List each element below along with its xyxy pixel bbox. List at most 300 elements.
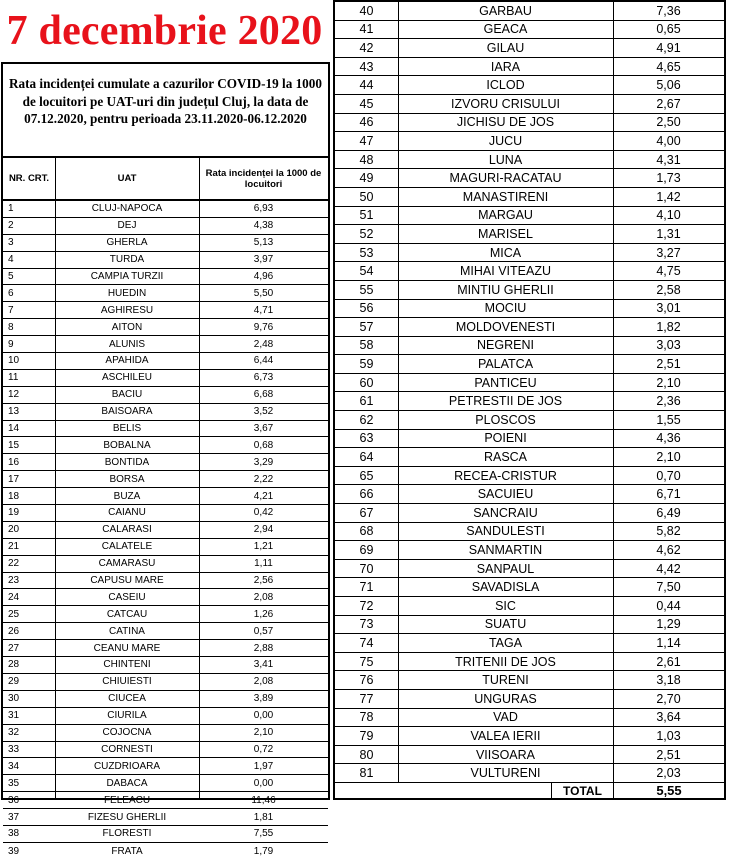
- row-number: 61: [359, 394, 374, 409]
- table-row: [335, 616, 724, 635]
- column-divider: [199, 158, 200, 199]
- row-rate: 1,14: [656, 635, 681, 650]
- table-row: [335, 76, 724, 95]
- row-rate: 1,03: [656, 728, 681, 743]
- row-uat: BAISOARA: [101, 406, 153, 418]
- row-number: 63: [359, 431, 374, 446]
- table-row: [3, 454, 328, 471]
- table-row: [3, 758, 328, 775]
- row-rate: 11,46: [251, 794, 276, 806]
- row-number: 77: [359, 691, 374, 706]
- row-number: 55: [359, 282, 374, 297]
- table-row: [335, 746, 724, 765]
- row-number: 52: [359, 226, 374, 241]
- table-row: [3, 556, 328, 573]
- row-rate: 6,68: [253, 389, 274, 401]
- row-rate: 1,73: [656, 171, 681, 186]
- row-rate: 1,97: [253, 760, 274, 772]
- table-row: [3, 775, 328, 792]
- table-row: [335, 225, 724, 244]
- table-row: [3, 691, 328, 708]
- row-rate: 7,55: [253, 828, 274, 840]
- row-uat: CHINTENI: [103, 659, 151, 671]
- row-uat: COJOCNA: [102, 727, 152, 739]
- table-row: [3, 302, 328, 319]
- table-row: [3, 505, 328, 522]
- left-table-body: [3, 201, 328, 860]
- row-rate: 1,79: [253, 845, 274, 857]
- row-number: 2: [8, 220, 14, 232]
- row-rate: 3,03: [656, 338, 681, 353]
- table-row: [335, 207, 724, 226]
- row-uat: CAPUSU MARE: [90, 575, 164, 587]
- table-row: [3, 269, 328, 286]
- row-number: 44: [359, 78, 374, 93]
- table-row: [335, 467, 724, 486]
- row-rate: 2,88: [253, 642, 274, 654]
- row-uat: DEJ: [117, 220, 137, 232]
- row-number: 18: [8, 490, 20, 502]
- row-uat: SAVADISLA: [471, 580, 540, 595]
- row-number: 65: [359, 468, 374, 483]
- row-uat: BELIS: [112, 423, 142, 435]
- table-row: [335, 188, 724, 207]
- row-rate: 2,36: [656, 394, 681, 409]
- row-rate: 4,36: [656, 431, 681, 446]
- row-number: 47: [359, 133, 374, 148]
- row-rate: 2,50: [656, 115, 681, 130]
- row-rate: 2,56: [253, 575, 274, 587]
- row-rate: 3,29: [253, 456, 274, 468]
- row-rate: 1,55: [656, 412, 681, 427]
- row-uat: MARISEL: [478, 226, 533, 241]
- row-number: 70: [359, 561, 374, 576]
- row-number: 64: [359, 450, 374, 465]
- row-number: 62: [359, 412, 374, 427]
- table-row: [335, 653, 724, 672]
- column-divider: [613, 2, 614, 782]
- row-rate: 3,52: [253, 406, 274, 418]
- row-number: 78: [359, 710, 374, 725]
- row-rate: 2,51: [656, 357, 681, 372]
- row-number: 28: [8, 659, 20, 671]
- row-uat: PLOSCOS: [475, 412, 536, 427]
- table-row: [335, 634, 724, 653]
- row-number: 79: [359, 728, 374, 743]
- row-uat: FELEACU: [103, 794, 151, 806]
- row-uat: POIENI: [484, 431, 527, 446]
- row-rate: 4,62: [656, 543, 681, 558]
- row-number: 22: [8, 558, 20, 570]
- table-row: [3, 488, 328, 505]
- table-row: [335, 374, 724, 393]
- row-uat: VAD: [493, 710, 518, 725]
- table-row: [335, 337, 724, 356]
- row-number: 8: [8, 321, 14, 333]
- row-rate: 0,42: [253, 507, 274, 519]
- table-row: [335, 300, 724, 319]
- row-uat: SIC: [495, 598, 516, 613]
- total-label: TOTAL: [551, 782, 613, 798]
- table-row: [3, 336, 328, 353]
- table-row: [335, 318, 724, 337]
- row-uat: CALATELE: [101, 541, 153, 553]
- row-rate: 4,00: [656, 133, 681, 148]
- row-uat: BOBALNA: [103, 439, 151, 451]
- table-caption: Rata incidenței cumulate a cazurilor COVID-19 la 1000 de locuitori pe UAT-uri din județul Cluj, la data de 07.12.2020, pentru perioada 23.11.2020-06.12.2020: [3, 64, 328, 158]
- row-number: 53: [359, 245, 374, 260]
- row-rate: 6,44: [253, 355, 274, 367]
- row-rate: 4,21: [253, 490, 274, 502]
- row-uat: CAIANU: [108, 507, 146, 519]
- row-uat: GILAU: [486, 40, 525, 55]
- row-rate: 2,51: [656, 747, 681, 762]
- row-number: 59: [359, 357, 374, 372]
- column-divider: [55, 199, 56, 798]
- row-rate: 4,96: [253, 271, 274, 282]
- row-number: 4: [8, 254, 14, 266]
- row-number: 15: [8, 439, 20, 451]
- table-row: [335, 244, 724, 263]
- row-number: 57: [359, 319, 374, 334]
- row-uat: MANASTIRENI: [462, 189, 549, 204]
- table-row: [3, 471, 328, 488]
- row-rate: 3,67: [253, 423, 274, 435]
- row-number: 34: [8, 760, 20, 772]
- row-number: 72: [359, 598, 374, 613]
- row-rate: 6,71: [656, 487, 681, 502]
- row-rate: 2,03: [656, 766, 681, 781]
- row-number: 50: [359, 189, 374, 204]
- row-uat: MOLDOVENESTI: [455, 319, 556, 334]
- row-number: 5: [8, 271, 14, 282]
- table-row: [3, 252, 328, 269]
- page-title: 7 decembrie 2020: [6, 8, 323, 54]
- row-uat: CHIUIESTI: [102, 676, 152, 688]
- row-number: 56: [359, 301, 374, 316]
- row-rate: 2,22: [253, 473, 274, 485]
- header-uat: UAT: [117, 173, 137, 184]
- row-number: 30: [8, 693, 20, 705]
- row-rate: 5,82: [656, 524, 681, 539]
- table-row: [335, 151, 724, 170]
- table-row: [335, 709, 724, 728]
- table-row: [3, 725, 328, 742]
- row-number: 60: [359, 375, 374, 390]
- row-rate: 4,42: [656, 561, 681, 576]
- row-uat: CALARASI: [102, 524, 152, 536]
- row-number: 1: [8, 203, 14, 215]
- row-rate: 1,26: [253, 608, 274, 620]
- table-row: [335, 523, 724, 542]
- table-row: [335, 262, 724, 281]
- row-uat: BUZA: [113, 490, 141, 502]
- right-panel: [333, 0, 726, 800]
- row-rate: 7,50: [656, 580, 681, 595]
- row-number: 35: [8, 777, 20, 789]
- row-uat: ICLOD: [486, 78, 525, 93]
- table-row: [335, 114, 724, 133]
- table-row: [335, 541, 724, 560]
- row-uat: MICA: [489, 245, 522, 260]
- row-uat: FRATA: [111, 845, 143, 857]
- row-uat: RASCA: [483, 450, 528, 465]
- row-rate: 6,49: [656, 505, 681, 520]
- total-value: 5,55: [613, 782, 724, 798]
- row-number: 71: [359, 580, 374, 595]
- row-uat: ALUNIS: [108, 338, 146, 350]
- left-panel: [0, 0, 329, 857]
- row-rate: 5,06: [656, 78, 681, 93]
- row-uat: BONTIDA: [104, 456, 150, 468]
- row-number: 69: [359, 543, 374, 558]
- row-number: 24: [8, 591, 20, 603]
- table-row: [3, 792, 328, 809]
- row-uat: MOCIU: [484, 301, 527, 316]
- row-uat: CEANU MARE: [93, 642, 161, 654]
- row-uat: MINTIU GHERLII: [457, 282, 554, 297]
- row-rate: 2,67: [656, 96, 681, 111]
- row-number: 54: [359, 264, 374, 279]
- row-number: 76: [359, 673, 374, 688]
- row-number: 12: [8, 389, 20, 401]
- table-row: [335, 39, 724, 58]
- table-header: [3, 158, 328, 201]
- row-rate: 3,64: [656, 710, 681, 725]
- row-rate: 1,31: [656, 226, 681, 241]
- row-uat: DABACA: [106, 777, 148, 789]
- row-number: 13: [8, 406, 20, 418]
- row-uat: SUATU: [484, 617, 527, 632]
- table-row: [335, 578, 724, 597]
- row-rate: 3,89: [253, 693, 274, 705]
- row-uat: CATCAU: [106, 608, 148, 620]
- row-uat: TAGA: [488, 635, 523, 650]
- table-row: [335, 448, 724, 467]
- table-row: [3, 319, 328, 336]
- row-rate: 0,68: [253, 439, 274, 451]
- table-row: [335, 21, 724, 40]
- row-number: 80: [359, 747, 374, 762]
- row-uat: GHERLA: [106, 237, 148, 249]
- row-rate: 1,82: [656, 319, 681, 334]
- table-row: [3, 674, 328, 691]
- column-divider: [55, 158, 56, 199]
- row-rate: 0,00: [253, 710, 274, 722]
- table-row: [335, 597, 724, 616]
- table-row: [3, 573, 328, 590]
- table-row: [335, 411, 724, 430]
- row-rate: 0,44: [656, 598, 681, 613]
- row-uat: SANMARTIN: [468, 543, 543, 558]
- row-number: 23: [8, 575, 20, 587]
- row-uat: CORNESTI: [101, 743, 153, 755]
- row-uat: LUNA: [488, 152, 523, 167]
- row-number: 42: [359, 40, 374, 55]
- row-uat: CUZDRIOARA: [93, 760, 161, 772]
- row-number: 14: [8, 423, 20, 435]
- table-row: [335, 169, 724, 188]
- table-row: [335, 281, 724, 300]
- row-rate: 3,97: [253, 254, 274, 266]
- row-uat: FLORESTI: [102, 828, 152, 840]
- table-row: [3, 522, 328, 539]
- row-rate: 4,71: [253, 304, 274, 316]
- row-rate: 4,75: [656, 264, 681, 279]
- row-rate: 1,11: [254, 558, 273, 570]
- table-row: [3, 742, 328, 759]
- row-number: 25: [8, 608, 20, 620]
- table-row: [335, 764, 724, 783]
- row-rate: 5,13: [253, 237, 274, 249]
- row-rate: 0,70: [656, 468, 681, 483]
- table-row: [3, 539, 328, 556]
- row-uat: MIHAI VITEAZU: [460, 264, 551, 279]
- table-row: [335, 430, 724, 449]
- row-uat: VIISOARA: [475, 747, 536, 762]
- row-uat: FIZESU GHERLII: [87, 811, 167, 823]
- row-number: 74: [359, 635, 374, 650]
- right-table-body: [335, 2, 724, 783]
- row-uat: JUCU: [488, 133, 523, 148]
- row-rate: 6,73: [253, 372, 274, 384]
- row-number: 27: [8, 642, 20, 654]
- row-rate: 2,70: [656, 691, 681, 706]
- row-uat: AITON: [111, 321, 143, 333]
- row-uat: RECEA-CRISTUR: [454, 468, 557, 483]
- row-uat: CASEIU: [108, 591, 146, 603]
- table-row: [335, 58, 724, 77]
- row-uat: PALATCA: [477, 357, 534, 372]
- row-uat: BORSA: [109, 473, 145, 485]
- row-uat: CAMARASU: [98, 558, 156, 570]
- row-number: 81: [359, 766, 374, 781]
- row-rate: 4,31: [656, 152, 681, 167]
- row-number: 66: [359, 487, 374, 502]
- row-number: 48: [359, 152, 374, 167]
- row-uat: UNGURAS: [474, 691, 537, 706]
- table-row: [3, 285, 328, 302]
- row-number: 32: [8, 727, 20, 739]
- row-number: 40: [359, 3, 374, 18]
- row-rate: 2,10: [656, 450, 681, 465]
- row-number: 51: [359, 208, 374, 223]
- column-divider: [199, 199, 200, 798]
- row-uat: APAHIDA: [105, 355, 149, 367]
- row-rate: 2,08: [253, 591, 274, 603]
- row-rate: 2,58: [656, 282, 681, 297]
- table-row: [3, 640, 328, 657]
- row-number: 17: [8, 473, 20, 485]
- row-rate: 9,76: [253, 321, 274, 333]
- row-number: 10: [8, 355, 20, 367]
- row-uat: IARA: [490, 59, 521, 74]
- table-row: [3, 708, 328, 725]
- row-uat: SANDULESTI: [466, 524, 545, 539]
- table-row: [3, 201, 328, 218]
- row-number: 38: [8, 828, 20, 840]
- table-row: [3, 657, 328, 674]
- row-number: 67: [359, 505, 374, 520]
- row-rate: 7,36: [656, 3, 681, 18]
- table-row: [335, 95, 724, 114]
- table-row: [3, 218, 328, 235]
- table-row: [3, 437, 328, 454]
- left-table-box: [1, 62, 330, 857]
- row-number: 20: [8, 524, 20, 536]
- table-row: [335, 690, 724, 709]
- row-uat: GEACA: [483, 22, 528, 37]
- column-divider: [398, 2, 399, 782]
- row-uat: BACIU: [111, 389, 143, 401]
- row-rate: 3,27: [656, 245, 681, 260]
- row-number: 31: [8, 710, 20, 722]
- row-uat: CAMPIA TURZII: [90, 271, 164, 282]
- header-rate: Rata incidenței la 1000 de locuitori: [205, 167, 322, 190]
- table-row: [3, 589, 328, 606]
- row-number: 11: [8, 372, 19, 384]
- row-uat: PANTICEU: [474, 375, 537, 390]
- table-row: [3, 235, 328, 252]
- row-rate: 4,38: [253, 220, 274, 232]
- row-number: 75: [359, 654, 374, 669]
- table-row: [3, 843, 328, 860]
- row-rate: 0,57: [253, 625, 274, 637]
- row-rate: 1,21: [253, 541, 274, 553]
- row-number: 16: [8, 456, 20, 468]
- table-row: [3, 370, 328, 387]
- row-number: 73: [359, 617, 374, 632]
- row-uat: IZVORU CRISULUI: [450, 96, 561, 111]
- row-uat: HUEDIN: [107, 287, 147, 299]
- row-number: 6: [8, 287, 14, 299]
- table-row: [3, 606, 328, 623]
- row-uat: MAGURI-RACATAU: [449, 171, 562, 186]
- row-number: 43: [359, 59, 374, 74]
- row-rate: 2,48: [253, 338, 274, 350]
- table-row: [3, 421, 328, 438]
- row-uat: TURENI: [482, 673, 529, 688]
- table-row: [335, 2, 724, 21]
- row-rate: 3,01: [656, 301, 681, 316]
- row-rate: 4,10: [656, 208, 681, 223]
- row-number: 39: [8, 845, 20, 857]
- row-number: 7: [8, 304, 14, 316]
- table-row: [335, 392, 724, 411]
- row-number: 26: [8, 625, 20, 637]
- total-row: [335, 782, 724, 798]
- table-row: [335, 355, 724, 374]
- table-row: [335, 560, 724, 579]
- row-uat: SANCRAIU: [473, 505, 538, 520]
- row-rate: 4,91: [656, 40, 681, 55]
- table-row: [3, 353, 328, 370]
- table-row: [3, 404, 328, 421]
- row-rate: 2,94: [253, 524, 274, 536]
- row-uat: PETRESTII DE JOS: [448, 394, 563, 409]
- row-number: 37: [8, 811, 20, 823]
- row-uat: SANPAUL: [476, 561, 535, 576]
- row-rate: 4,65: [656, 59, 681, 74]
- row-rate: 0,65: [656, 22, 681, 37]
- row-uat: VULTURENI: [470, 766, 541, 781]
- row-uat: CIUCEA: [108, 693, 146, 705]
- row-number: 21: [8, 541, 20, 553]
- row-rate: 1,81: [253, 811, 274, 823]
- table-row: [3, 826, 328, 843]
- row-rate: 2,08: [253, 676, 274, 688]
- row-uat: AGHIRESU: [100, 304, 154, 316]
